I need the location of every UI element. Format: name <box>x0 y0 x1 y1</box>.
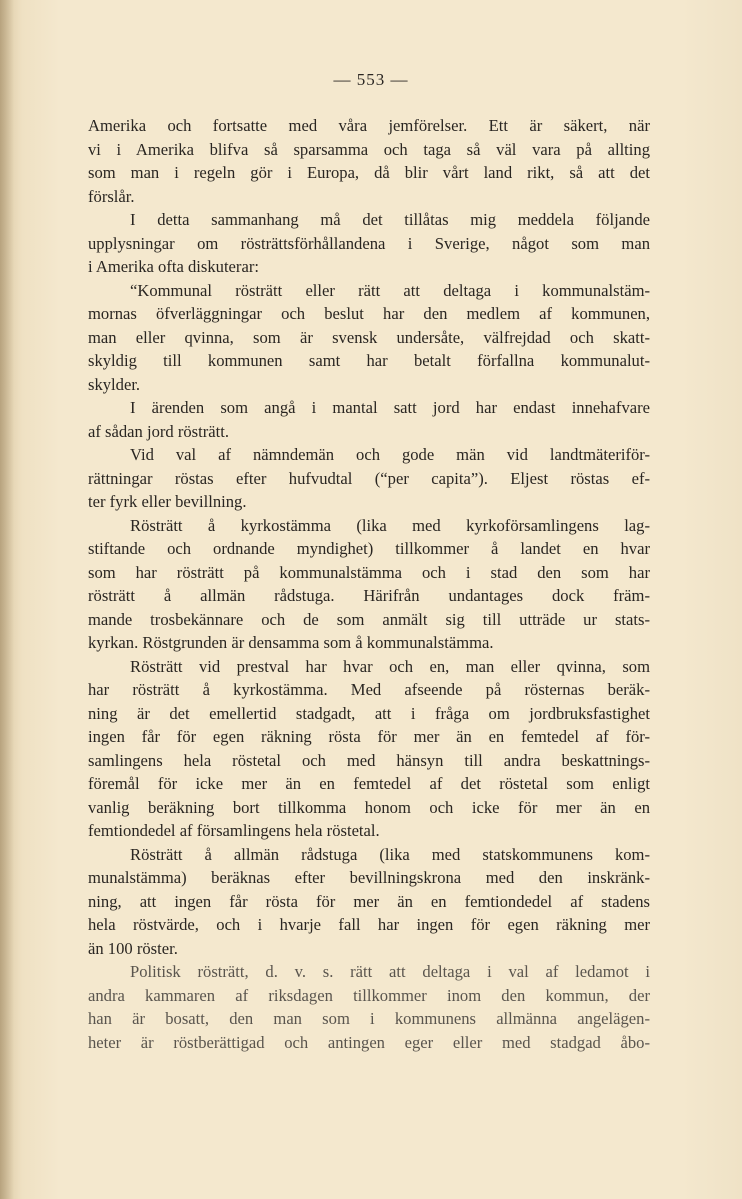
text-line: skylder. <box>88 374 141 394</box>
text-line: Rösträtt å allmän rådstuga (lika med statskommunens kom- <box>130 844 650 864</box>
text-line: han är bosatt, den man som i kommunens allmänna angelägen- <box>88 1009 650 1028</box>
text-line: hela röstvärde, och i hvarje fall har ingen för egen räkning mer <box>88 915 650 934</box>
text-line: femtiondedel af församlingens hela röstetal. <box>88 821 380 840</box>
text-line: än 100 röster. <box>88 938 178 958</box>
text-line: man eller qvinna, som är svensk undersåte, välfrejdad och skatt- <box>88 327 650 347</box>
text-line: I detta sammanhang må det tillåtas mig meddela följande <box>130 210 650 229</box>
text-line: Amerika och fortsatte med våra jemförelser. Ett är säkert, när <box>88 116 650 135</box>
text-line: som har rösträtt på kommunalstämma och i stad den som har <box>88 562 650 582</box>
text-line: föremål för icke mer än en femtedel af det röstetal som enligt <box>88 774 650 793</box>
text-line: rösträtt å allmän rådstuga. Härifrån undantages dock främ- <box>88 586 650 605</box>
text-line: upplysningar om rösträttsförhållandena i Sverige, något som man <box>88 233 650 253</box>
text-line: Politisk rösträtt, d. v. s. rätt att deltaga i val af ledamot i <box>130 962 650 981</box>
text-line: mande trosbekännare och de som anmält sig till utträde ur stats- <box>88 609 650 629</box>
text-line: munalstämma) beräknas efter bevillningskrona med den inskränk- <box>88 868 650 887</box>
text-line: I ärenden som angå i mantal satt jord har endast innehafvare <box>130 398 650 417</box>
text-line: Rösträtt å kyrkostämma (lika med kyrkoförsamlingens lag- <box>130 515 650 535</box>
text-line: kyrkan. Röstgrunden är densamma som å kommunalstämma. <box>88 633 494 652</box>
text-line: mornas öfverläggningar och beslut har den medlem af kommunen, <box>88 304 650 323</box>
text-line: Rösträtt vid prestval har hvar och en, man eller qvinna, som <box>130 656 650 676</box>
text-line: förslår. <box>88 186 135 206</box>
text-line: stiftande och ordnande myndighet) tillkommer å landet en hvar <box>88 539 650 558</box>
text-line: “Kommunal rösträtt eller rätt att deltaga i kommunalstäm- <box>130 280 650 300</box>
text-line: andra kammaren af riksdagen tillkommer inom den kommun, der <box>88 985 650 1005</box>
body-text <box>88 114 650 1054</box>
text-line: som man i regeln gör i Europa, då blir vårt land rikt, så att det <box>88 163 650 182</box>
text-line: i Amerika ofta diskuterar: <box>88 257 259 276</box>
text-line: heter är röstberättigad och antingen eger eller med stadgad åbo- <box>88 1032 650 1052</box>
text-line: Vid val af nämndemän och gode män vid landtmäteriför- <box>130 445 650 464</box>
text-line: vanlig beräkning bort tillkomma honom och icke för mer än en <box>88 797 650 817</box>
text-line: ning, att ingen får rösta för mer än en femtiondedel af stadens <box>88 891 650 911</box>
page-number: — 553 — <box>333 70 409 89</box>
text-line: skyldig till kommunen samt har betalt förfallna kommunalut- <box>88 351 650 370</box>
text-line: har rösträtt å kyrkostämma. Med afseende på rösternas beräk- <box>88 680 650 699</box>
text-line: rättningar röstas efter hufvudtal (“per capita”). Eljest röstas ef- <box>88 468 650 488</box>
text-line: ingen får för egen räkning rösta för mer än en femtedel af för- <box>88 727 650 746</box>
text-line: vi i Amerika blifva så sparsamma och taga så väl vara på allting <box>88 139 650 159</box>
text-line: af sådan jord rösträtt. <box>88 421 229 441</box>
page-edge-shadow <box>0 0 14 1199</box>
text-line: ter fyrk eller bevillning. <box>88 492 247 511</box>
text-line: samlingens hela röstetal och med hänsyn till andra beskattnings- <box>88 750 650 770</box>
text-line: ning är det emellertid stadgadt, att i fråga om jordbruksfastighet <box>88 703 650 723</box>
